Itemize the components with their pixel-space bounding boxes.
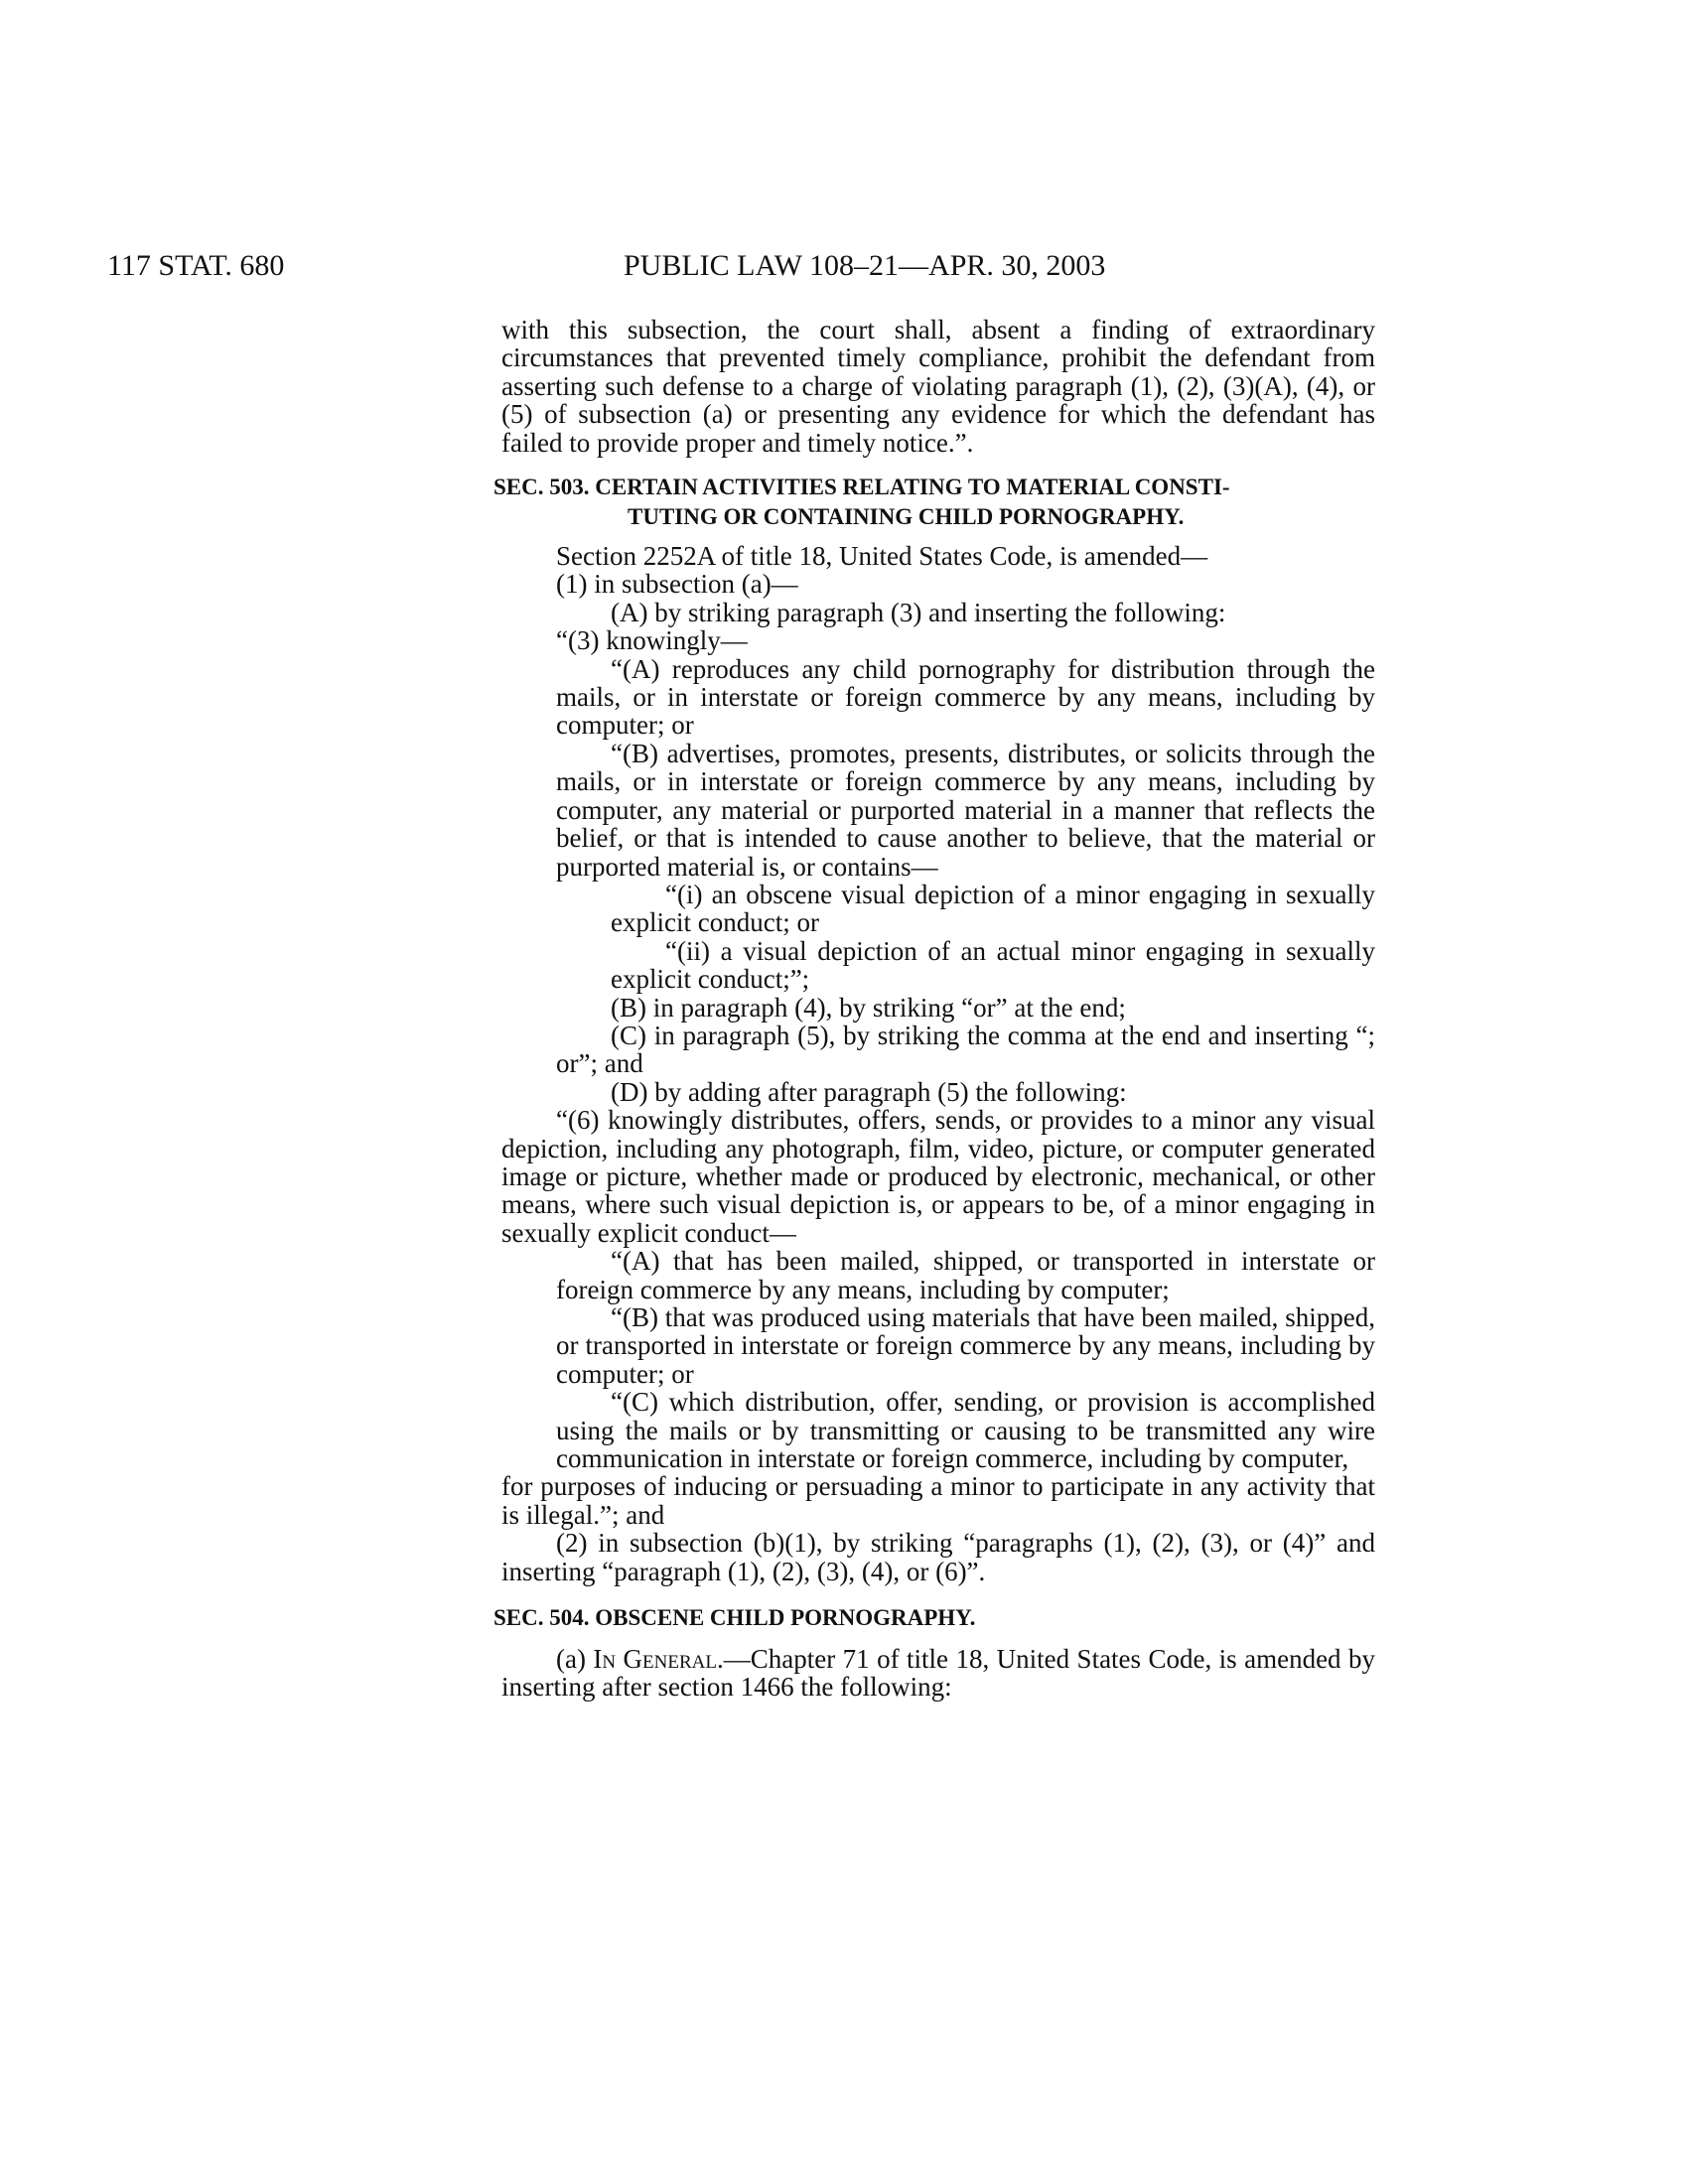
inserted-paragraph-3: “(3) knowingly— <box>556 625 748 656</box>
section-504-subsection-a <box>501 1645 1375 1702</box>
inserted-6-b: “(B) that was produced using materials that have been mailed, shipped, or transported in interstate or foreign commerce by any means, including by computer; or <box>556 1302 1375 1389</box>
inserted-3-b: “(B) advertises, promotes, presents, distributes, or solicits through the mails, or in interstate or foreign commerce by any means, including by computer, any material or purported material in a manner that reflects the belief, or that is intended to cause another to believe, that the material or purported material is, or contains— <box>556 738 1375 882</box>
amendment-2: (2) in subsection (b)(1), by striking “paragraphs (1), (2), (3), or (4)” and inserting “paragraph (1), (2), (3), (4), or (6)”. <box>501 1528 1375 1586</box>
inserted-paragraph-6: “(6) knowingly distributes, offers, sends, or provides to a minor any visual depiction, including any photograph, film, video, picture, or computer generated image or picture, whether made or produced by electronic, mechanical, or other means, where such visual depiction is, or appears to be, of a minor engaging in sexually explicit conduct— <box>501 1105 1375 1248</box>
public-law-citation: PUBLIC LAW 108–21—APR. 30, 2003 <box>624 249 1106 282</box>
amendment-1-a: (A) by striking paragraph (3) and inserting the following: <box>611 597 1226 627</box>
inserted-3-b-ii: “(ii) a visual depiction of an actual minor engaging in sexually explicit conduct;”; <box>611 935 1375 995</box>
section-503-heading <box>493 473 1375 532</box>
subsection-a-text: .—Chapter 71 of title 18, United States Code, is amended by inserting after section 1466 the following: <box>501 1644 1375 1703</box>
document-body <box>493 315 1375 1703</box>
amendment-1: (1) in subsection (a)— <box>556 569 798 600</box>
inserted-6-a: “(A) that has been mailed, shipped, or transported in interstate or foreign commerce by any means, including by computer; <box>556 1246 1375 1304</box>
inserted-6-c: “(C) which distribution, offer, sending, or provision is accomplished using the mails or by transmitting or causing to be transmitted any wire communication in interstate or foreign commerce, including by computer, <box>556 1387 1375 1474</box>
amendment-1-d: (D) by adding after paragraph (5) the following: <box>611 1076 1127 1107</box>
subsection-a-label: (a) <box>556 1644 594 1675</box>
amendment-1-b: (B) in paragraph (4), by striking “or” at the end; <box>611 992 1126 1023</box>
section-503-heading-line1: SEC. 503. CERTAIN ACTIVITIES RELATING TO MATERIAL CONSTI- <box>493 475 1230 500</box>
paragraph-continuation: with this subsection, the court shall, absent a finding of extraordinary circumstances that prevented timely compliance, prohibit the defendant from asserting such defense to a charge of violating paragraph (1), (2), (3)(A), (4), or (5) of subsection (a) or presenting any evidence for which the defendant has failed to provide proper and timely notice.”. <box>501 315 1375 458</box>
section-503-heading-line2: TUTING OR CONTAINING CHILD PORNOGRAPHY. <box>628 504 1185 530</box>
section-504-heading: SEC. 504. OBSCENE CHILD PORNOGRAPHY. <box>493 1605 976 1631</box>
subsection-a-caption: In General <box>593 1644 717 1675</box>
inserted-3-b-i: “(i) an obscene visual depiction of a minor engaging in sexually explicit conduct; or <box>611 879 1375 938</box>
inserted-3-a: “(A) reproduces any child pornography for distribution through the mails, or in interstate or foreign commerce by any means, including by computer; or <box>556 653 1375 741</box>
amendment-1-c: (C) in paragraph (5), by striking the comma at the end and inserting “; or”; and <box>556 1020 1375 1079</box>
section-503-intro: Section 2252A of title 18, United States Code, is amended— <box>556 541 1208 572</box>
statute-page-number: 117 STAT. 680 <box>107 249 285 282</box>
page-header <box>107 246 1477 286</box>
inserted-6-closing: for purposes of inducing or persuading a minor to participate in any activity that is illegal.”; and <box>501 1471 1375 1530</box>
